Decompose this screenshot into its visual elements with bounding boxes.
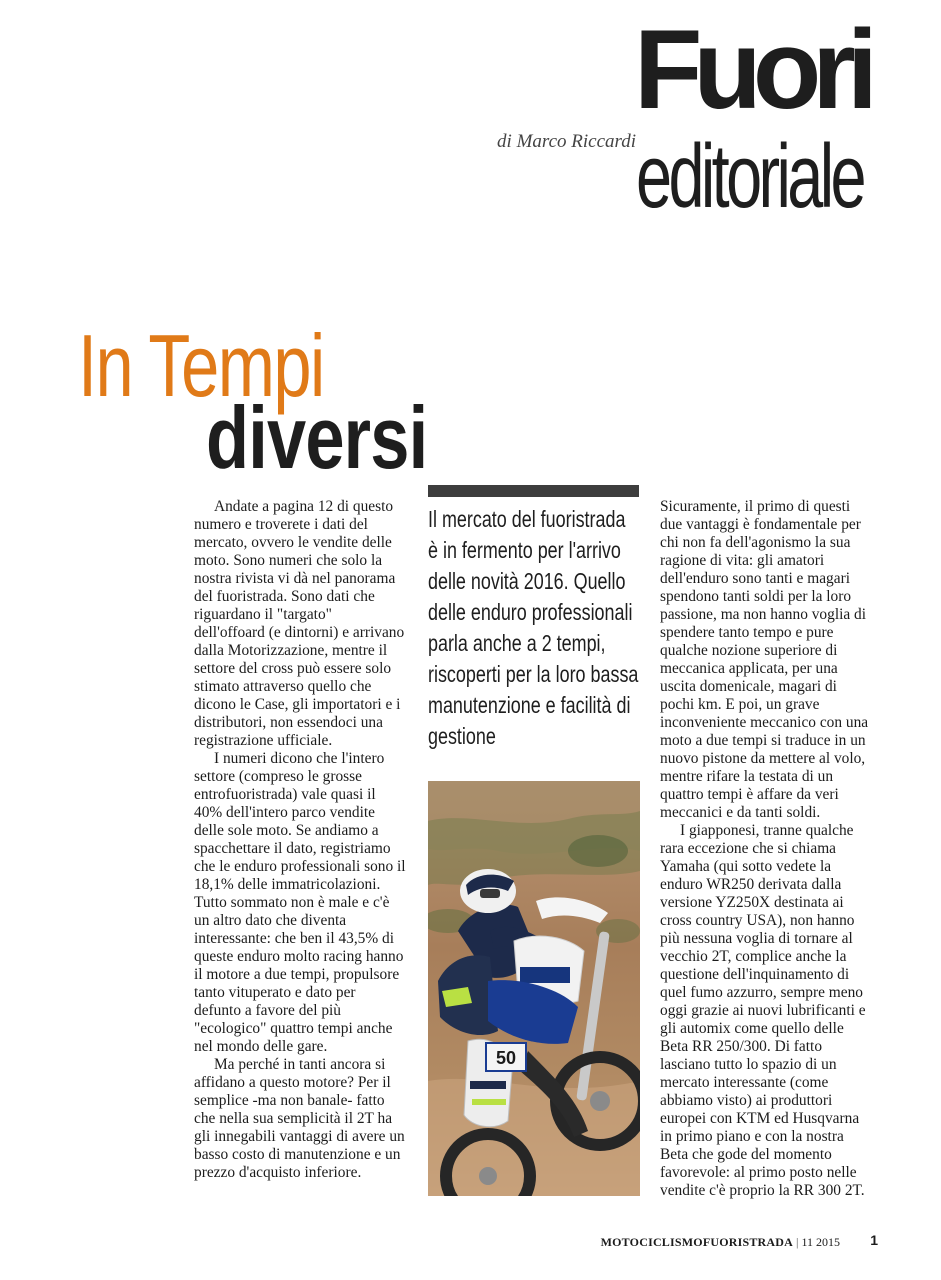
- issue-date: 11 2015: [801, 1235, 840, 1249]
- paragraph: Sicuramente, il primo di questi due vantaggi è fondamentale per chi non fa dell'agonismo la sua ragione di vita: gli amatori dell'enduro sono tanti e magari spendono tanti soldi per la loro passione, ma non hanno voglia di spendere tanto tempo e pure qualche nozione superiore di meccanica applicata, per una uscita domenicale, magari di pochi km. E poi, un grave inconveniente meccanico con una moto a due tempi si traduce in un nuovo pistone da mettere al volo, mentre rifare la testata di un quattro tempi è affare da veri meccanici e da tanti soldi.: [660, 498, 869, 821]
- magazine-name: MOTOCICLISMOFUORISTRADA: [600, 1235, 794, 1249]
- paragraph: Ma perché in tanti ancora si affidano a questo motore? Per il semplice -ma non banale- fatto che nella sua semplicità il 2T ha gli innegabili vantaggi di avere un basso costo di manutenzione e un prezzo d'acquisto inferiore.: [194, 1056, 405, 1181]
- motorcycle-illustration: [428, 781, 640, 1196]
- page-footer: [560, 1235, 840, 1250]
- paragraph: Andate a pagina 12 di questo numero e troverete i dati del mercato, ovvero le vendite delle moto. Sono numeri che solo la nostra rivista vi dà nel panorama del fuoristrada. Sono dati che riguardano il "targato" dell'offoard (e dintorni) e arrivano dalla Motorizzazione, mentre il settore del cross può essere solo stimato attraverso quello che dicono le Case, gli importatori e i distributori, non essendoci una registrazione ufficiale.: [194, 498, 405, 749]
- footer-separator: |: [796, 1235, 799, 1249]
- page-number: 1: [870, 1232, 878, 1248]
- section-title: Fuori: [634, 7, 869, 132]
- article-column-3: [660, 498, 874, 1200]
- pull-quote-rule: [428, 485, 639, 497]
- enduro-rider-photo: [428, 781, 640, 1196]
- plate-number: 50: [495, 1048, 517, 1068]
- section-subtitle: editoriale: [636, 127, 863, 227]
- paragraph: I numeri dicono che l'intero settore (compreso le grosse entrofuoristrada) vale quasi il 40% dell'intero parco vendite delle sole moto. Se andiamo a spacchettare il dato, registriamo che le enduro professionali sono il 18,1% delle immatricolazioni. Tutto sommato non è male e c'è un altro dato che diventa interessante: che ben il 43,5% di queste enduro molto racing hanno il motore a due tempi, propulsore tanto vituperato e dato per defunto a favore del più "ecologico" quattro tempi anche nel mondo delle gare.: [194, 750, 406, 1055]
- paragraph: I giapponesi, tranne qualche rara eccezione che si chiama Yamaha (qui sotto vedete la enduro WR250 derivata dalla versione YZ250X destinata ai cross country USA), non hanno più nessuna voglia di tornare al vecchio 2T, complice anche la questione dell'inquinamento di quel fumo azzurro, sempre meno oggi grazie ai nuovi lubrificanti e gli automix come quello delle Beta RR 250/300. Di fatto lasciano tutto lo spazio di un mercato interessante (come abbiamo visto) ai produttori europei con KTM ed Husqvarna in primo piano e con la nostra Beta che gode del momento favorevole: al primo posto nelle vendite c'è proprio la RR 300 2T.: [660, 822, 866, 1199]
- article-column-1: [194, 498, 406, 1182]
- byline: di Marco Riccardi: [497, 131, 636, 152]
- headline-line-2: diversi: [206, 388, 428, 487]
- headline-line-1: In Tempi: [78, 316, 324, 415]
- pull-quote: Il mercato del fuoristrada è in fermento per l'arrivo delle novità 2016. Quello delle enduro professionali parla anche a 2 tempi, riscoperti per la loro bassa manutenzione e facilità di gestione: [428, 506, 639, 749]
